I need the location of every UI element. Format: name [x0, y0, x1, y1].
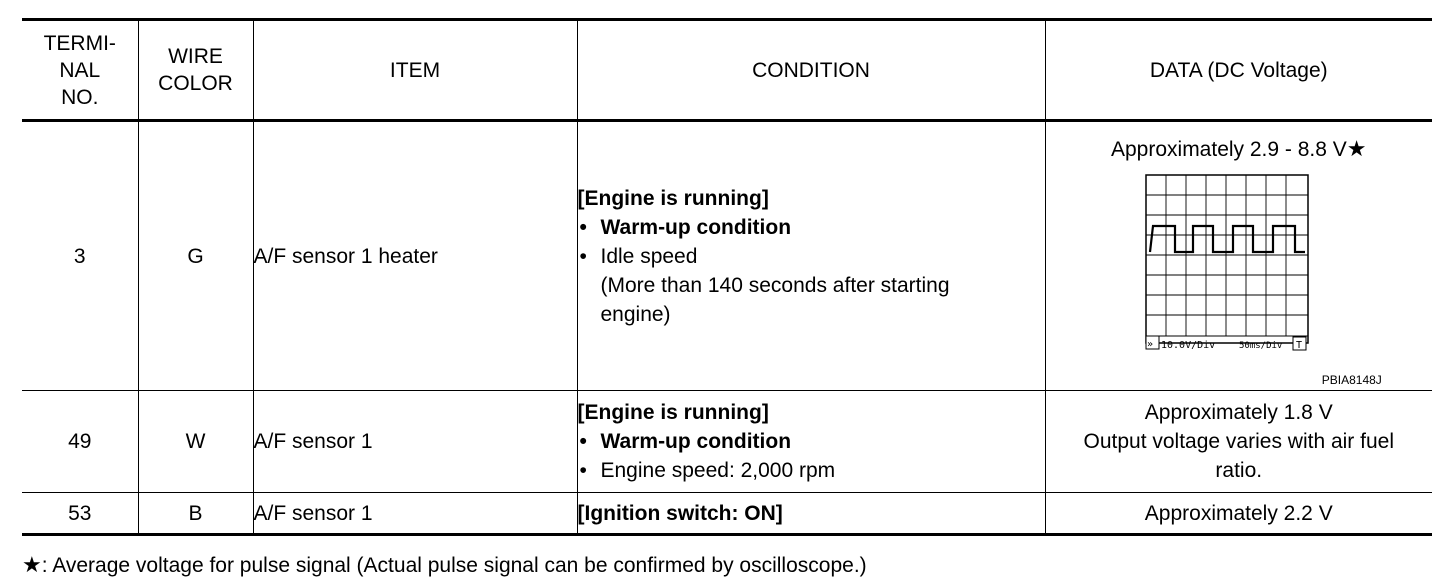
scope-t-label: T: [1295, 339, 1302, 351]
data-value: Approximately 2.9 - 8.8 V★: [1110, 135, 1367, 161]
item-name: A/F sensor 1: [253, 391, 577, 493]
item-name: A/F sensor 1: [253, 493, 577, 535]
condition-title: [Ignition switch: ON]: [577, 501, 783, 525]
star-icon: ★: [1346, 135, 1367, 161]
terminal-no: 49: [22, 391, 138, 493]
table-row: [22, 121, 1432, 391]
condition-bullet: • Idle speed: [578, 242, 1045, 271]
condition-title: [Engine is running]: [577, 186, 769, 210]
scope-time-label: 50ms/Div: [1238, 340, 1283, 351]
item-name: A/F sensor 1 heater: [253, 121, 577, 391]
data-cell: [1045, 391, 1432, 493]
terminal-spec-table: [22, 18, 1432, 536]
footnote: [22, 552, 867, 578]
condition-title: [Engine is running]: [577, 401, 769, 424]
star-icon: ★: [22, 552, 42, 577]
wire-color: G: [138, 121, 253, 391]
oscilloscope-grid: [1145, 174, 1311, 354]
condition-bullet: • Warm-up condition: [578, 213, 1045, 242]
data-value: Approximately 2.2 V: [1045, 493, 1432, 535]
table-row: [22, 391, 1432, 493]
header-item: ITEM: [253, 20, 577, 121]
condition-cell: [577, 391, 1045, 493]
header-wire-color: WIRE COLOR: [138, 20, 253, 121]
image-code: PBIA8148J: [1321, 372, 1382, 387]
header-terminal-no: TERMI- NAL NO.: [22, 20, 138, 121]
condition-cell: [577, 121, 1045, 391]
table-row: [22, 493, 1432, 535]
data-note: Output voltage varies with air fuel: [1083, 430, 1394, 453]
condition-note: (More than 140 seconds after starting: [600, 273, 950, 297]
condition-cell: [577, 493, 1045, 535]
wire-color: W: [138, 391, 253, 493]
scope-volt-label: 10.0V/Div: [1160, 339, 1215, 351]
footnote-text: : Average voltage for pulse signal (Actual pulse signal can be confirmed by oscilloscope.): [41, 554, 867, 577]
arrow-icon: »: [1146, 338, 1153, 350]
terminal-no: 53: [22, 493, 138, 535]
terminal-no: 3: [22, 121, 138, 391]
oscilloscope-figure: [1069, 124, 1409, 389]
condition-bullet: • Engine speed: 2,000 rpm: [578, 456, 1045, 485]
condition-note: engine): [600, 302, 671, 326]
data-value: Approximately 1.8 V: [1144, 401, 1333, 424]
header-condition: CONDITION: [577, 20, 1045, 121]
condition-bullet: • Warm-up condition: [578, 427, 1045, 456]
header-data: DATA (DC Voltage): [1045, 20, 1432, 121]
header-row: [22, 20, 1432, 121]
data-cell: [1045, 121, 1432, 391]
data-note: ratio.: [1215, 459, 1263, 482]
wire-color: B: [138, 493, 253, 535]
